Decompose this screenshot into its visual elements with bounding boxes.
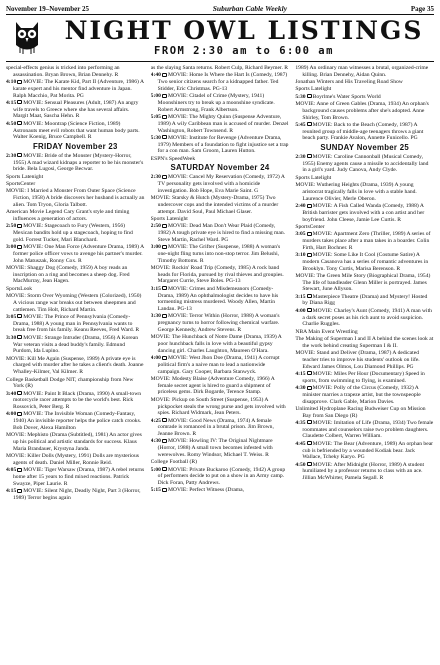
tv-icon bbox=[307, 462, 312, 466]
tv-icon bbox=[17, 391, 22, 395]
listing-entry bbox=[6, 100, 145, 120]
listing-entry bbox=[295, 182, 434, 202]
listing-text: SportsCenter bbox=[6, 180, 36, 187]
listing-entry bbox=[151, 223, 290, 243]
tv-icon bbox=[162, 115, 167, 119]
tv-icon bbox=[17, 224, 22, 228]
listing-time: 4:10 bbox=[6, 79, 17, 86]
banner-title: NIGHT OWL LISTINGS bbox=[64, 16, 424, 45]
listing-text: MOVIE: Strange Intruder (Drama, 1956) A Korean War veteran visits a dead buddy's family. Edmund Purdom, Ida Lupino. bbox=[13, 334, 139, 355]
banner-time-range: FROM 2:30 am to 6:00 am bbox=[154, 45, 334, 57]
listing-time: 4:00 bbox=[295, 307, 306, 314]
listing-time: 2:50 bbox=[6, 223, 17, 230]
listing-entry bbox=[295, 329, 434, 336]
tv-icon bbox=[162, 439, 167, 443]
listing-entry bbox=[295, 385, 434, 405]
issue-dates: November 19–November 25 bbox=[6, 5, 89, 13]
listing-entry bbox=[6, 335, 145, 355]
tv-icon bbox=[17, 100, 22, 104]
listing-time: 5:05 bbox=[150, 114, 161, 121]
listing-text: The Making of Superman I and II A behind the scenes look at the work behind creating Superman I & II. bbox=[295, 336, 434, 349]
listing-text: American Movie Legend Cary Grant's style and timing influences a generation of actors. bbox=[6, 209, 130, 222]
listing-entry bbox=[151, 114, 290, 134]
listing-text: MOVIE: Pickup on South Street (Suspense, 1953) A pickpocket steals the wrong purse and gets involved with spies. Richard Widmark, Jean Peters. bbox=[150, 396, 286, 417]
listing-text: MOVIE: Silent Night, Deadly Night, Part 3 (Horror, 1989) Terror begins again bbox=[13, 488, 141, 501]
listing-entry bbox=[151, 174, 290, 194]
day-heading: SATURDAY November 24 bbox=[170, 163, 270, 173]
listing-entry bbox=[295, 203, 434, 223]
tv-icon bbox=[162, 175, 167, 179]
listing-time: 4:50 bbox=[295, 461, 306, 468]
listing-entry bbox=[295, 350, 434, 370]
listing-column bbox=[295, 65, 434, 661]
listing-entry bbox=[295, 231, 434, 251]
tv-icon bbox=[162, 224, 167, 228]
listings-banner bbox=[6, 15, 434, 62]
listing-time: 5:45 bbox=[295, 121, 306, 128]
tv-icon bbox=[17, 335, 22, 339]
listing-text: MOVIE: Some Like It Cool (Costume Satire) A modern Casanova has a series of romantic adventures in Brooklyn. Tony Curtis, Marisa Berenson. R bbox=[302, 252, 429, 272]
listing-entry bbox=[295, 294, 434, 308]
listing-text: MOVIE: Kill Me Again (Suspense, 1989) A private eye is charged with murder after he takes a client's death. Joanne Whalley-Kilmer, Val Kilmer. R bbox=[6, 355, 144, 376]
listing-entry bbox=[6, 377, 145, 391]
listing-text: MOVIE: The Karate Kid, Part II (Adventure, 1986) A karate expert and his mentor find adventure in Japan. Ralph Macchio, Pat Morita. PG bbox=[13, 79, 144, 99]
listing-entry bbox=[151, 93, 290, 113]
tv-icon bbox=[307, 371, 312, 375]
listing-text: MOVIE: Terror Within (Horror, 1988) A woman's pregnancy turns to horror following chemical warfare. George Kennedy, Andrew Stevens. R bbox=[157, 313, 280, 333]
listing-time: 2:30 bbox=[295, 153, 306, 160]
listing-column bbox=[151, 65, 290, 661]
listing-text: MOVIE: Anne of Green Gables (Drama, 1934) An orphan's background causes problems after she's adopted. Anne Shirley, Tom Brown. bbox=[295, 101, 429, 121]
listing-entry bbox=[295, 175, 434, 182]
listing-entry bbox=[295, 462, 434, 482]
tv-icon bbox=[17, 80, 22, 84]
tv-icon bbox=[17, 121, 22, 125]
listing-text: MOVIE: One Man Force (Adventure Drama, 1989) A former police officer vows to avenge his partner's murder. John Matuszak, Ronny Cox. R bbox=[13, 244, 144, 264]
listing-time: 4:15 bbox=[295, 370, 306, 377]
running-header bbox=[6, 4, 434, 15]
listing-entry bbox=[295, 308, 434, 328]
listing-time: 2:50 bbox=[150, 223, 161, 230]
listing-entry bbox=[6, 286, 145, 293]
listing-entry bbox=[151, 244, 290, 264]
listing-text: MOVIE: The Invisible Woman (Comedy-Fantasy, 1940) An invisible reporter helps the police catch crooks. Bob Dover, Alexa Hamilton bbox=[13, 411, 142, 431]
tv-icon bbox=[307, 420, 312, 424]
listing-entry bbox=[295, 406, 434, 420]
listing-text: MOVIE: Polly of the Circus (Comedy, 1932) A minister marries a trapeze artist, but the townspeople disapprove. Clark Gable, Marion Davies. bbox=[302, 385, 421, 405]
listing-text: Sports Latenight bbox=[150, 215, 188, 222]
tv-icon bbox=[17, 314, 22, 318]
listing-entry bbox=[151, 459, 290, 466]
listing-text: SportsLook bbox=[6, 285, 33, 292]
listing-text: MOVIE: Mephisto (Drama (Subtitled), 1981) An actor gives up his political and artistic standards for success. Klaus Maria Brandauer, Krystyna Janda. bbox=[6, 432, 142, 452]
listing-text: MOVIE: Storm Over Wyoming (Western (Colorized), 1950) A vicious range war breaks out between sheepmen and cattlemen. Tim Holt, Richard Martin. bbox=[6, 293, 142, 313]
listing-time: 3:15 bbox=[150, 285, 161, 292]
listing-entry bbox=[6, 356, 145, 376]
listing-text: MOVIE: Good News (Drama, 1974) A female comrade is romanced in a brutal prison. Jim Brown, Jeanne Brown. R bbox=[157, 417, 274, 438]
listing-time: 4:15 bbox=[6, 488, 17, 495]
listing-time: 4:05 bbox=[6, 467, 17, 474]
tv-icon bbox=[307, 386, 312, 390]
listing-entry bbox=[151, 265, 290, 285]
tv-icon bbox=[307, 122, 312, 126]
listing-text: ESPN's SpeedWeek bbox=[150, 155, 196, 162]
listing-text: College Football (R) bbox=[150, 459, 197, 466]
listing-entry bbox=[151, 355, 290, 375]
tv-icon bbox=[17, 489, 22, 493]
listing-entry bbox=[6, 265, 145, 285]
listing-entry bbox=[151, 72, 290, 92]
listing-time: 3:00 bbox=[6, 244, 17, 251]
listing-time: 3:15 bbox=[295, 293, 306, 300]
listing-time: 2:40 bbox=[295, 203, 306, 209]
listings-columns bbox=[6, 65, 434, 661]
page-number: Page 35 bbox=[410, 5, 434, 13]
listing-time: 3:05 bbox=[295, 231, 306, 238]
listing-column bbox=[6, 65, 145, 661]
listing-text: MOVIE: Dead Man Don't Wear Plaid (Comedy, 1982) A tough private eye is hired to find a missing man. Steve Martin, Rachel Ward. PG bbox=[157, 223, 286, 243]
tv-icon bbox=[307, 308, 312, 312]
listing-entry bbox=[151, 286, 290, 313]
listing-time: 2:30 bbox=[150, 174, 161, 181]
listing-text: Sports Latelight bbox=[295, 174, 332, 181]
listing-text: MOVIE: Institute for Revenge (Adventure Drama, 1979) Members of a foundation to fight injustice set a trap for a con man. Sam Groom, Lauren Hutton. bbox=[157, 134, 289, 155]
listing-entry bbox=[6, 411, 145, 431]
tv-icon bbox=[162, 135, 167, 139]
listing-entry bbox=[6, 79, 145, 99]
listing-time: 3:30 bbox=[150, 313, 161, 320]
listing-entry bbox=[151, 195, 290, 215]
tv-icon bbox=[17, 153, 22, 157]
listing-text: Unlimited Hydroplane Racing Budweiser Cup on Mission Bay from San Diego (R) bbox=[295, 405, 426, 419]
listing-text: MOVIE: The Hunchback of Notre Dame (Drama, 1939) A poor hunchback falls in love with a beautiful gypsy dancing girl. Charles Laughton, Maureen O'Hara. bbox=[150, 334, 282, 354]
listing-entry bbox=[6, 391, 145, 411]
listing-text: MOVIE: Rockin' Road Trip (Comedy, 1985) A rock band heads for Florida, pursued by rival thieves and groupies. Margaret Currie, Steve Boles. PG-13 bbox=[150, 264, 284, 285]
listing-time: 4:15 bbox=[6, 99, 17, 106]
listing-entry bbox=[6, 432, 145, 452]
listing-text: MOVIE: Back to the Beach (Comedy, 1987) A reunited group of middle-age teenagers throws a giant beach party. Frankie Avalon, Annette Funicello. PG bbox=[302, 121, 424, 142]
listing-text: MOVIE: I Married a Monster From Outer Space (Science Fiction, 1958) A bride discovers her husband is actually an alien. Tom Tryon, Gloria Talbott. bbox=[6, 188, 145, 208]
tv-icon bbox=[307, 441, 312, 445]
listing-text: MOVIE: The Mighty Quinn (Suspense Adventure, 1989) A wily Caribbean man is accused of murder. Denzel Washington, Robert Townsend. R bbox=[157, 114, 289, 134]
listing-entry bbox=[295, 94, 434, 101]
tv-icon bbox=[162, 488, 167, 492]
listing-text: MOVIE: A Fish Called Wanda (Comedy, 1988) A British barrister gets involved with a con artist and her boyfriend. John Cleese, Jamie Lee Curtis. R bbox=[302, 203, 425, 223]
day-heading: SUNDAY November 25 bbox=[320, 143, 409, 153]
listing-entry bbox=[151, 487, 290, 494]
listing-time: 4:30 bbox=[295, 385, 306, 392]
tv-icon bbox=[307, 154, 312, 158]
listing-entry bbox=[6, 223, 145, 243]
listing-entry bbox=[295, 86, 434, 93]
listing-text: MOVIE: Imitation of Life (Drama, 1934) Two female roommates and counselors raise two problem daughters. Claudette Colbert, Warren William. bbox=[302, 419, 434, 440]
listing-text: MOVIE: Caroline Cannonball (Musical Comedy, 1955) Enemy agents cause a missile to accidentally land in a girl's yard. Judy Canova, Andy Clyde. bbox=[302, 153, 429, 174]
listing-entry bbox=[6, 174, 145, 181]
listing-text: MOVIE: The Grifter (Suspense, 1988) A woman's one-night fling turns into non-stop terror. Jim Belushi, Timothy Bottoms. R bbox=[157, 244, 281, 264]
tv-icon bbox=[307, 204, 312, 208]
publication-name: Suburban Cable Weekly bbox=[212, 4, 288, 13]
tv-icon bbox=[307, 94, 312, 98]
tv-icon bbox=[307, 294, 312, 298]
listing-text: MOVIE: Howling IV: The Original Nightmare (Horror, 1988) A small town becomes infested with werewolves. Romy Windsor, Michael T. Weiss. R bbox=[157, 438, 273, 458]
tv-icon bbox=[162, 286, 167, 290]
listing-text: MOVIE: Apartment Zero (Thriller, 1989) A series of murders takes place after a man takes in a boarder. Colin Firth, Hart Bochner. R bbox=[302, 231, 431, 251]
listing-entry bbox=[295, 122, 434, 142]
listing-entry bbox=[6, 293, 145, 313]
listing-text: MOVIE: Home Is Where the Hart Is (Comedy, 1987) Two senior citizens search for a kidnapped father. Ted Stidder, Eric Christmas. PG-13 bbox=[157, 72, 288, 92]
listing-text: MOVIE: Cancel My Reservation (Comedy, 1972) A TV personality gets involved with a homicide investigation. Bob Hope, Eva Marie Saint. G bbox=[157, 174, 285, 194]
listing-entry bbox=[151, 418, 290, 438]
listing-text: as the slaying Santa returns. Robert Culp, Richard Beymer. R bbox=[150, 65, 289, 71]
listing-text: MOVIE: Citadel of Crime (Mystery, 1941) Moonshiners try to break up a moonshine syndicate. Robert Armstrong, Frank Albertson. bbox=[157, 93, 275, 113]
listing-entry bbox=[6, 65, 145, 79]
listing-text: MOVIE: West Jhon Doe (Drama, 1941) A corrupt political firm's a naive man to lead a nationwide campaign. Gary Cooper, Barbara Stanwyck. bbox=[157, 355, 280, 375]
tv-icon bbox=[162, 467, 167, 471]
listing-time: 4:30 bbox=[150, 438, 161, 445]
listing-entry bbox=[295, 224, 434, 231]
listing-text: MOVIE: Perfect Witness (Drama, bbox=[167, 487, 245, 494]
tv-icon bbox=[162, 418, 167, 422]
listing-time: 5:30 bbox=[150, 134, 161, 141]
listing-text: Sports Latelight bbox=[295, 86, 332, 93]
listing-entry bbox=[151, 467, 290, 487]
listing-text: MOVIE: Wuthering Heights (Drama, 1939) A young aristocrat tragically falls in love with a stable hand. Laurence Olivier, Merle Oberon. bbox=[295, 182, 417, 202]
listing-entry bbox=[295, 441, 434, 461]
listing-time: 4:50 bbox=[6, 120, 17, 127]
tv-icon bbox=[162, 314, 167, 318]
listing-text: MOVIE: Crimes and Misdemeanors (Comedy-Drama, 1989) An ophthalmologist decides to have his tormenting mistress murdered. Woody Allen, Martin Landau. PG-13 bbox=[157, 285, 279, 313]
listing-text: MOVIE: Sensual Pleasures (Adult, 1987) An angry wife travels to Greece where she has several affairs. Margit Maat, Sascha Hehn. R bbox=[13, 99, 139, 120]
listing-text: MOVIE: Charley's Aunt (Comedy, 1941) A man with a dark secret poses as his rich aunt to avoid suspicion. Charlie Ruggles. bbox=[302, 307, 432, 328]
tv-icon bbox=[17, 412, 22, 416]
listing-text: MOVIE: Miles Per Hour (Documentary) Speed in sports, from swimming to flying, is examined. bbox=[302, 370, 425, 384]
listing-time: 3:10 bbox=[295, 252, 306, 259]
listing-entry bbox=[6, 488, 145, 502]
listing-text: MOVIE: The Prince of Pennsylvania (Comedy-Drama, 1988) A young man in Pennsylvania wants to break free from his family. Keanu Reeves, Fred Ward. R bbox=[13, 313, 140, 334]
listing-time: 4:35 bbox=[295, 419, 306, 426]
listing-text: MOVIE: Starsky & Hutch (Mystery-Drama, 1975) Two undercover cops and the intended victims of a murder attempt. David Soul, Paul Michael Glaser. bbox=[150, 195, 279, 215]
listing-entry bbox=[6, 244, 145, 264]
listing-entry bbox=[6, 188, 145, 208]
listing-text: MOVIE: Bride of the Monster (Mystery-Horror, 1955) A mad wizard kidnaps a reporter to be his monster's bride. Bela Lugosi, George Becwar. bbox=[13, 152, 144, 173]
listing-text: Boyrlme's Water Sports World bbox=[312, 93, 381, 100]
listing-entry bbox=[151, 313, 290, 333]
tv-icon bbox=[307, 253, 312, 257]
listing-entry bbox=[151, 156, 290, 163]
listing-entry bbox=[151, 376, 290, 396]
listing-entry bbox=[151, 216, 290, 223]
tv-icon bbox=[307, 232, 312, 236]
listing-entry bbox=[151, 65, 290, 72]
listing-text: MOVIE: The Bear (Adventure, 1989) An orphan bear cub is befriended by a wounded Kodiak bear. Jack Wallace, Tcheky Karyo. PG bbox=[302, 440, 434, 461]
listing-text: MOVIE: Paint It Black (Drama, 1990) A small-town motorcycle racer attempts to be the world's best. Rick Rossovich, Peter Berg. R bbox=[13, 390, 142, 411]
listing-text: SportsCenter bbox=[295, 223, 325, 230]
listing-entry bbox=[151, 438, 290, 458]
listing-time: 5:00 bbox=[150, 93, 161, 100]
listing-text: MOVIE: Modesty Blaise (Adventure Comedy, 1966) A female secret agent is hired to guard a shipment of priceless gems. Dirk Bogarde, Terence Stamp. bbox=[150, 375, 275, 396]
listing-entry bbox=[6, 121, 145, 141]
listing-entry bbox=[295, 336, 434, 350]
listing-text: College Basketball Dodge NIT, championship from New York (R) bbox=[6, 376, 134, 390]
listing-entry bbox=[6, 209, 145, 223]
listing-entry bbox=[295, 371, 434, 385]
listing-entry bbox=[151, 397, 290, 417]
listing-text: MOVIE: Killer Dolls (Mystery, 1991) Dolls are mysterious agents of death. Daniel Miller, Ronnie Reid. bbox=[6, 453, 139, 466]
listing-text: 1989) An ordinary man witnesses a brutal, organized-crime killing. Brian Dennehy, Aidan Quinn. bbox=[295, 65, 429, 78]
listing-time: 4:25 bbox=[150, 417, 161, 424]
tv-icon bbox=[162, 245, 167, 249]
listing-text: Jonathan Winters and His Traveling Road Show bbox=[295, 79, 403, 86]
listing-time: 5:30 bbox=[295, 93, 306, 100]
listing-text: MOVIE: Moontrap (Science Fiction, 1989) Astronauts meet evil robots that want human body parts. Walter Koenig, Bruce Campbell. R bbox=[13, 120, 140, 141]
listing-entry bbox=[295, 79, 434, 86]
listing-time: 4:00 bbox=[6, 411, 17, 418]
listing-entry bbox=[295, 154, 434, 174]
listing-text: MOVIE: Private Buckaroo (Comedy, 1942) A group of performers decide to put on a show in an Army camp. Dick Foran, Patty Andrews. bbox=[157, 466, 286, 487]
listing-time: 4:45 bbox=[295, 440, 306, 447]
tv-icon bbox=[17, 468, 22, 472]
tv-icon bbox=[162, 94, 167, 98]
listing-text: MOVIE: After Midnight (Horror, 1989) A student humiliated by a professor returns to class with an ace. Jillian McWhirter, Pamela Segall. R bbox=[302, 461, 425, 482]
day-heading: FRIDAY November 23 bbox=[32, 142, 118, 152]
owl-icon bbox=[12, 19, 42, 55]
listing-time: 3:40 bbox=[6, 390, 17, 397]
listing-time: 5:15 bbox=[150, 487, 161, 494]
listing-entry bbox=[6, 453, 145, 467]
listing-entry bbox=[295, 252, 434, 272]
listing-text: MOVIE: Tiger Warsaw (Drama, 1987) A rebel returns home after 15 years to find mixed reactions. Patrick Swayze, Piper Laurie. R bbox=[13, 467, 145, 487]
listing-entry bbox=[6, 181, 145, 188]
listing-entry bbox=[6, 314, 145, 334]
listing-entry bbox=[151, 135, 290, 155]
listing-entry bbox=[295, 420, 434, 440]
listing-entry bbox=[295, 65, 434, 79]
listing-time: 3:30 bbox=[6, 334, 17, 341]
tv-icon bbox=[17, 245, 22, 249]
listing-entry bbox=[295, 101, 434, 121]
listing-text: special-effects genius is tricked into performing an assassination. Bryan Brown, Brian Dennehy. R bbox=[6, 65, 120, 78]
listing-text: NBA Main Event Wrestling bbox=[295, 328, 358, 335]
listing-text: Masterpiece Theatre (Drama) and Mystery! Hosted by Diana Rigg bbox=[302, 293, 428, 307]
listing-entry bbox=[151, 334, 290, 354]
listing-time: 5:00 bbox=[150, 466, 161, 473]
listing-entry bbox=[6, 467, 145, 487]
listing-time: 4:40 bbox=[150, 72, 161, 79]
listing-entry bbox=[295, 273, 434, 293]
listing-text: Sports Latenight bbox=[6, 173, 44, 180]
tv-icon bbox=[162, 356, 167, 360]
listing-time: 2:30 bbox=[6, 152, 17, 159]
tv-icon bbox=[162, 73, 167, 77]
listing-text: MOVIE: Stagecoach to Fury (Western, 1956) Mexican bandits hold up a stagecoach, hoping to find gold. Forrest Tucker, Mari Blanchard. bbox=[13, 223, 133, 243]
listing-time: 4:00 bbox=[150, 355, 161, 362]
listing-time: 3:05 bbox=[6, 313, 17, 320]
listing-text: MOVIE: The Green Mile Story (Biographical Drama, 1954) The life of bandleader Glenn Miller is portrayed. James Stewart, June Allyson. bbox=[295, 272, 431, 293]
listing-time: 3:00 bbox=[150, 244, 161, 251]
listing-text: MOVIE: Stand and Deliver (Drama, 1987) A dedicated teacher tries to improve his students' outlook on life. Edward James Olmos, Lou Diamond Phillips. PG bbox=[295, 350, 420, 370]
listing-entry bbox=[6, 153, 145, 173]
listing-text: MOVIE: Shaggy Dog (Comedy, 1959) A boy reads an inscription on a ring and becomes a sheep dog. Fred MacMurray, Jean Hagen. bbox=[6, 264, 130, 285]
